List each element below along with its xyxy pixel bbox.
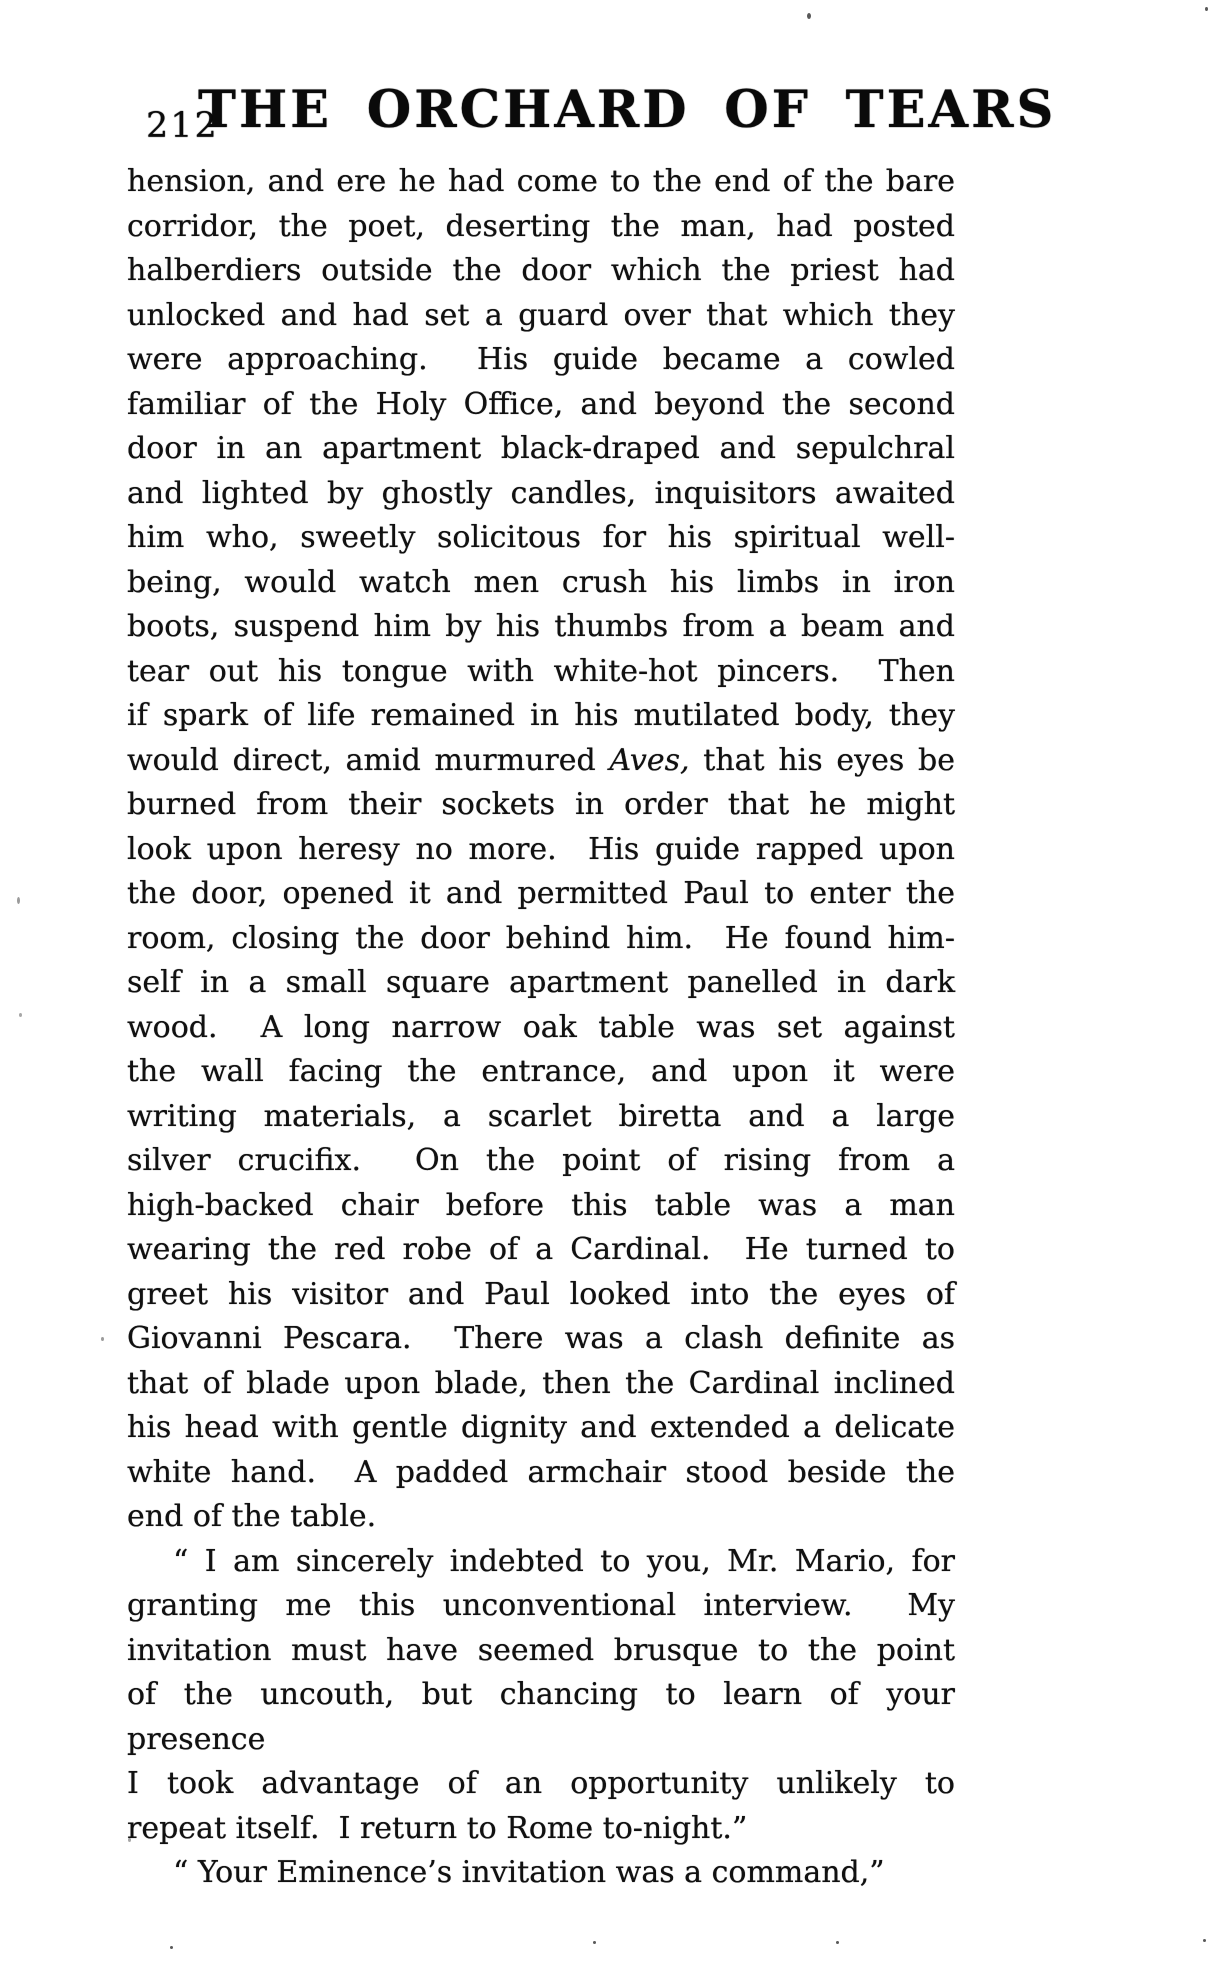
- text-line: repeat itself. I return to Rome to-night.”: [127, 1810, 748, 1846]
- text-line: unlocked and had set a guard over that which they: [127, 297, 955, 333]
- scan-speck: [807, 13, 811, 19]
- text-line: corridor, the poet, deserting the man, had posted: [127, 208, 955, 244]
- text-line: high-backed chair before this table was a man: [127, 1187, 955, 1223]
- text-line: burned from their sockets in order that he might: [127, 787, 955, 822]
- scan-speck: [1205, 7, 1208, 11]
- text-line: greet his visitor and Paul looked into the eyes of: [127, 1276, 955, 1312]
- text-line: wearing the red robe of a Cardinal. He turned to: [127, 1232, 955, 1267]
- scan-speck: [593, 1941, 596, 1944]
- text-line: door in an apartment black-draped and sepulchral: [127, 431, 955, 466]
- text-line: invitation must have seemed brusque to the point: [127, 1632, 955, 1668]
- text-line: “ Your Eminence’s invitation was a command,”: [173, 1855, 885, 1890]
- text-line: boots, suspend him by his thumbs from a beam and: [127, 609, 955, 644]
- italic-text: Aves,: [609, 742, 690, 778]
- scan-speck: [128, 1838, 131, 1842]
- scan-speck: [170, 1946, 173, 1949]
- page-number: 212: [146, 106, 219, 146]
- text-line: and lighted by ghostly candles, inquisitors awaited: [127, 475, 955, 511]
- running-title: THE ORCHARD OF TEARS: [198, 80, 1057, 140]
- text-line: that of blade upon blade, then the Cardinal inclined: [127, 1365, 955, 1401]
- page-text: [127, 160, 965, 1896]
- text-line: white hand. A padded armchair stood beside the: [127, 1454, 955, 1490]
- text-line: him who, sweetly solicitous for his spiritual well-: [127, 520, 955, 555]
- text-line: I took advantage of an opportunity unlikely to: [127, 1766, 955, 1801]
- text-line: wood. A long narrow oak table was set against: [127, 1009, 955, 1045]
- text-line: “ I am sincerely indebted to you, Mr. Mario, for: [173, 1543, 955, 1579]
- text-line: his head with gentle dignity and extended a delicate: [127, 1410, 955, 1445]
- text-line: the door, opened it and permitted Paul to enter the: [127, 876, 955, 911]
- text-line: familiar of the Holy Office, and beyond the second: [127, 386, 955, 422]
- text-line: halberdiers outside the door which the priest had: [127, 253, 955, 288]
- text-line: writing materials, a scarlet biretta and a large: [127, 1098, 955, 1134]
- text-line: room, closing the door behind him. He found him-: [127, 920, 955, 956]
- text-line: look upon heresy no more. His guide rapped upon: [127, 831, 955, 867]
- text-line: silver crucifix. On the point of rising from a: [127, 1143, 955, 1178]
- text-line: tear out his tongue with white-hot pincers. Then: [127, 653, 955, 689]
- text-line: were approaching. His guide became a cowled: [127, 342, 955, 377]
- text-segment: that his eyes be: [689, 742, 955, 778]
- text-line: of the uncouth, but chancing to learn of your presence: [127, 1677, 965, 1757]
- text-line: being, would watch men crush his limbs in iron: [127, 564, 955, 600]
- scan-speck: [19, 1013, 22, 1017]
- text-line: granting me this unconventional interview. My: [127, 1588, 955, 1623]
- scan-speck: [17, 897, 20, 904]
- scan-speck: [1203, 1939, 1206, 1942]
- scan-speck: [836, 1941, 839, 1944]
- text-line: the wall facing the entrance, and upon it were: [127, 1054, 955, 1089]
- text-line: [127, 739, 955, 784]
- text-line: end of the table.: [127, 1499, 377, 1534]
- text-line: hension, and ere he had come to the end of the bare: [127, 164, 955, 199]
- text-line: if spark of life remained in his mutilated body, they: [127, 698, 955, 733]
- scan-speck: [101, 1337, 104, 1341]
- text-segment: would direct, amid murmured: [127, 742, 610, 778]
- text-line: Giovanni Pescara. There was a clash definite as: [127, 1321, 955, 1356]
- text-line: self in a small square apartment panelled in dark: [127, 965, 955, 1000]
